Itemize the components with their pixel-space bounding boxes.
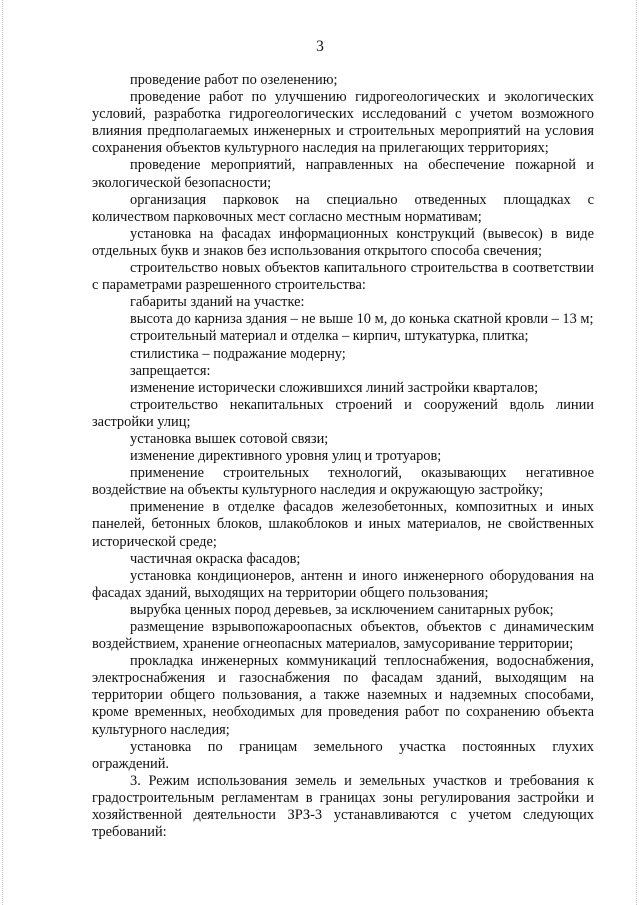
paragraph: габариты зданий на участке: bbox=[130, 294, 305, 311]
paragraph: изменение директивного уровня улиц и тротуаров; bbox=[130, 448, 442, 465]
paragraph: прокладка инженерных коммуникаций теплоснабжения, водоснабжения, электроснабжения и газоснабжения по фасадам зданий, выходящим на территории общего пользования, а также наземных и надземных способами, кроме временных, необходимых для проведения работ по сохранению объекта культурного наследия; bbox=[92, 653, 594, 738]
paragraph: строительный материал и отделка – кирпич, штукатурка, плитка; bbox=[130, 328, 529, 345]
paragraph: 3. Режим использования земель и земельных участков и требования к градостроительным регламентам в границах зоны регулирования застройки и хозяйственной деятельности ЗРЗ-3 устанавливаются с учетом следующих требований: bbox=[92, 772, 594, 841]
paragraph: запрещается: bbox=[130, 362, 211, 379]
paragraph: установка кондиционеров, антенн и иного инженерного оборудования на фасадах зданий, выходящих на территории общего пользования; bbox=[92, 567, 594, 601]
paragraph: применение строительных технологий, оказывающих негативное воздействие на объекты культурного наследия и окружающую застройку; bbox=[92, 465, 594, 499]
paragraph: организация парковок на специально отведенных площадках с количеством парковочных мест согласно местным нормативам; bbox=[92, 191, 594, 225]
document-body bbox=[92, 72, 594, 841]
paragraph: строительство некапитальных строений и сооружений вдоль линии застройки улиц; bbox=[92, 396, 594, 430]
scan-edge-right bbox=[636, 0, 638, 905]
paragraph: применение в отделке фасадов железобетонных, композитных и иных панелей, бетонных блоков, шлакоблоков и иных материалов, не свойственных исторической среде; bbox=[92, 499, 594, 550]
paragraph: изменение исторически сложившихся линий застройки кварталов; bbox=[130, 379, 539, 396]
paragraph: установка на фасадах информационных конструкций (вывесок) в виде отдельных букв и знаков без использования открытого способа свечения; bbox=[92, 225, 594, 259]
paragraph: частичная окраска фасадов; bbox=[130, 550, 301, 567]
page-number: 3 bbox=[316, 38, 324, 55]
paragraph: строительство новых объектов капитального строительства в соответствии с параметрами разрешенного строительства: bbox=[92, 260, 594, 294]
scan-edge-left bbox=[2, 0, 4, 905]
paragraph: размещение взрывопожароопасных объектов, объектов с динамическим воздействием, хранение огнеопасных материалов, замусоривание территории; bbox=[92, 619, 594, 653]
paragraph: проведение мероприятий, направленных на обеспечение пожарной и экологической безопасности; bbox=[92, 157, 594, 191]
paragraph: вырубка ценных пород деревьев, за исключением санитарных рубок; bbox=[130, 601, 554, 618]
paragraph: стилистика – подражание модерну; bbox=[130, 345, 346, 362]
paragraph: установка вышек сотовой связи; bbox=[130, 430, 329, 447]
paragraph: проведение работ по улучшению гидрогеологических и экологических условий, разработка гидрогеологических исследований с учетом возможного влияния предполагаемых инженерных и строительных мероприятий на условия сохранения объектов культурного наследия на прилегающих территориях; bbox=[92, 89, 594, 157]
paragraph: установка по границам земельного участка постоянных глухих ограждений. bbox=[92, 738, 594, 772]
paragraph: проведение работ по озеленению; bbox=[130, 72, 338, 88]
paragraph: высота до карниза здания – не выше 10 м, до конька скатной кровли – 13 м; bbox=[130, 311, 594, 328]
